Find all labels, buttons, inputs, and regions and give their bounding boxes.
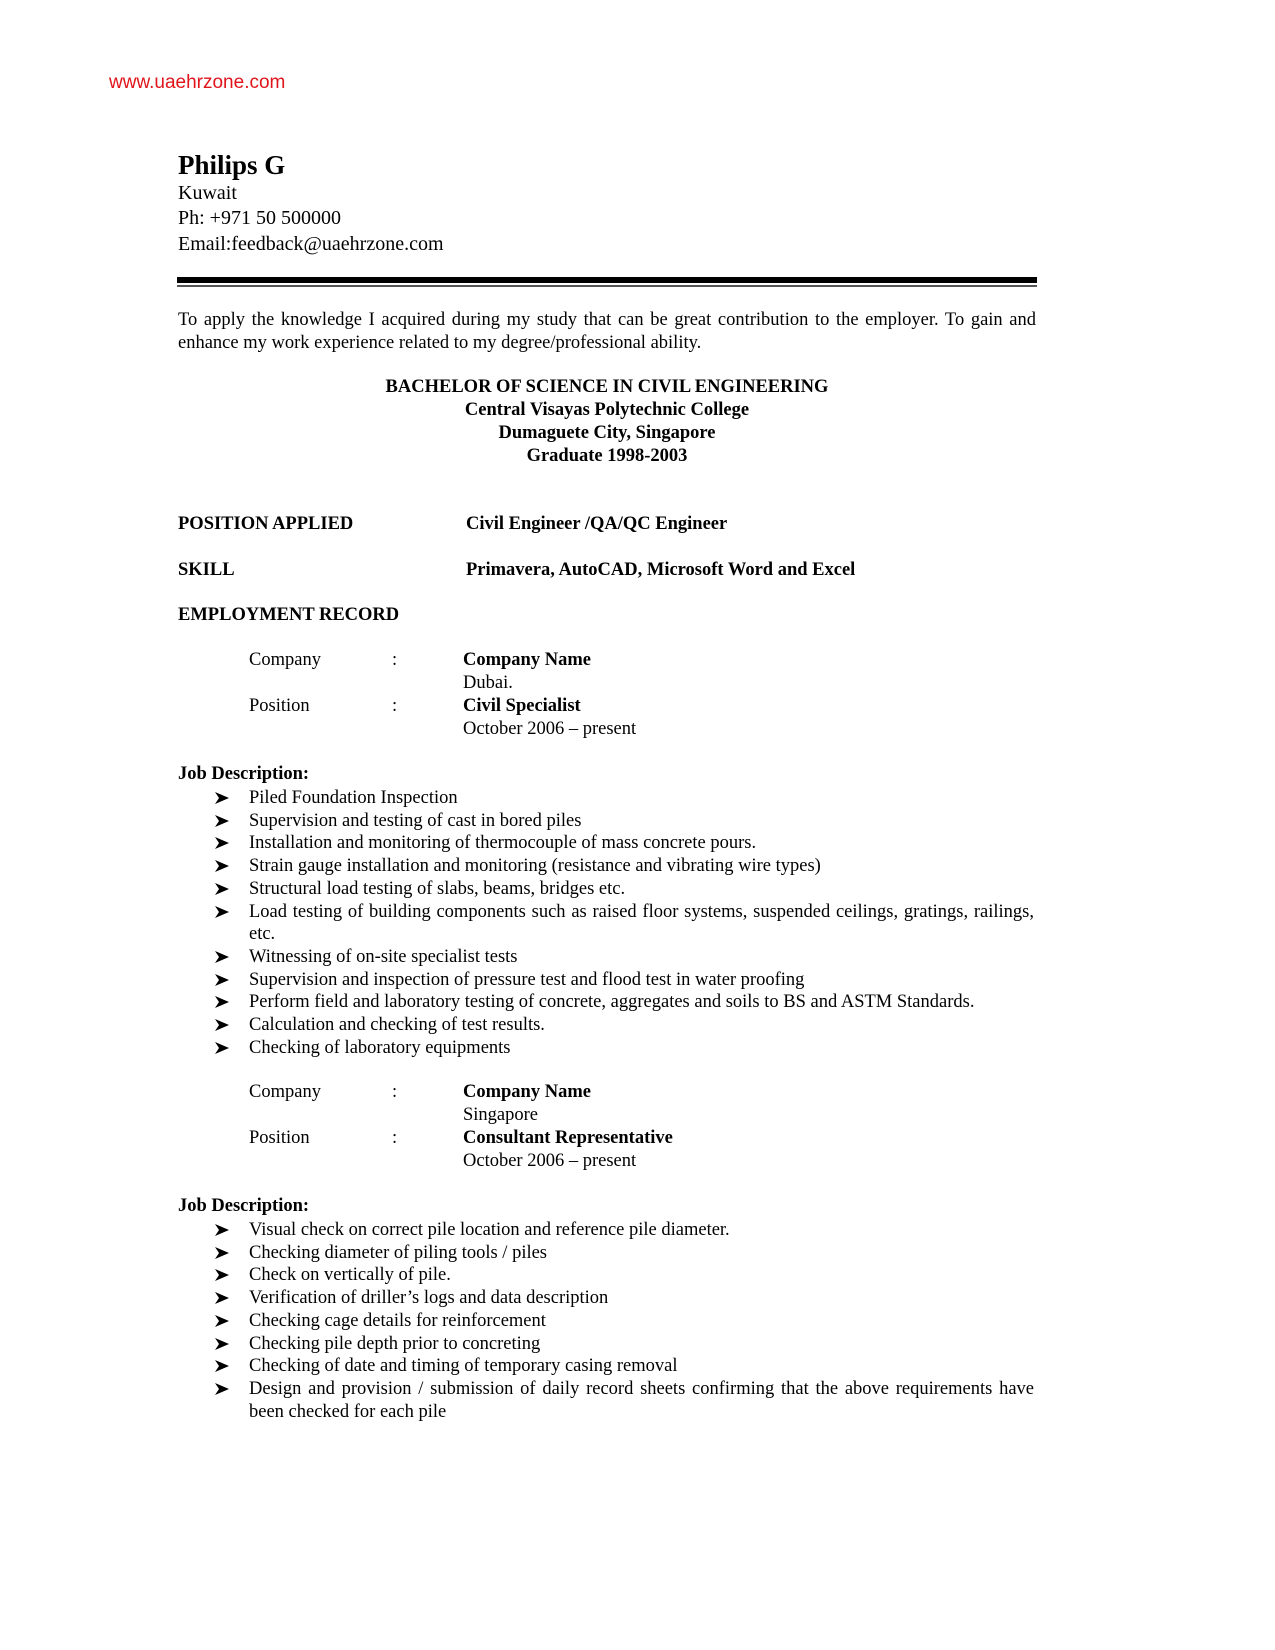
list-item: Visual check on correct pile location and reference pile diameter.: [0, 1219, 1034, 1242]
arrowhead-bullet-icon: [214, 1378, 230, 1400]
list-item: Checking cage details for reinforcement: [0, 1310, 1034, 1333]
list-item: Witnessing of on-site specialist tests: [0, 946, 1034, 969]
employment-dates: October 2006 – present: [463, 1151, 637, 1171]
list-item: Calculation and checking of test results.: [0, 1014, 1034, 1037]
candidate-location: Kuwait: [178, 182, 237, 204]
company-label: Company: [249, 1082, 321, 1102]
position-colon: :: [392, 1128, 398, 1148]
candidate-phone: Ph: +971 50 500000: [178, 207, 341, 229]
position-colon: :: [392, 696, 398, 716]
list-item: Strain gauge installation and monitoring (resistance and vibrating wire types): [0, 855, 1034, 878]
arrowhead-bullet-icon: [214, 832, 230, 854]
header-divider-thin: [177, 285, 1037, 287]
list-item: Check on vertically of pile.: [0, 1264, 1034, 1287]
list-item: Verification of driller’s logs and data description: [0, 1287, 1034, 1310]
company-location: Dubai.: [463, 673, 513, 693]
list-item: Structural load testing of slabs, beams, bridges etc.: [0, 878, 1034, 901]
position-label: Position: [249, 696, 310, 716]
education-degree: BACHELOR OF SCIENCE IN CIVIL ENGINEERING: [385, 377, 829, 397]
company-name: Company Name: [463, 1082, 591, 1102]
arrowhead-bullet-icon: [214, 901, 230, 923]
arrowhead-bullet-icon: [214, 1219, 230, 1241]
job-description-heading: Job Description:: [178, 764, 310, 784]
list-item: Checking diameter of piling tools / piles: [0, 1242, 1034, 1265]
company-label: Company: [249, 650, 321, 670]
list-item: Checking of laboratory equipments: [0, 1037, 1034, 1060]
position-title: Consultant Representative: [463, 1128, 673, 1148]
arrowhead-bullet-icon: [214, 1264, 230, 1286]
list-item: Perform field and laboratory testing of concrete, aggregates and soils to BS and ASTM Standards.: [0, 991, 1034, 1014]
employment-record-heading: EMPLOYMENT RECORD: [178, 605, 400, 625]
duties-list: [0, 1219, 1034, 1423]
position-applied-value: Civil Engineer /QA/QC Engineer: [466, 514, 728, 534]
arrowhead-bullet-icon: [214, 969, 230, 991]
arrowhead-bullet-icon: [214, 946, 230, 968]
education-college: Central Visayas Polytechnic College: [464, 400, 750, 420]
arrowhead-bullet-icon: [214, 787, 230, 809]
skill-value: Primavera, AutoCAD, Microsoft Word and Excel: [466, 560, 856, 580]
arrowhead-bullet-icon: [214, 1355, 230, 1377]
company-name: Company Name: [463, 650, 591, 670]
arrowhead-bullet-icon: [214, 1310, 230, 1332]
list-item: Design and provision / submission of daily record sheets confirming that the above requirements have been checked for each pile: [0, 1378, 1034, 1423]
objective-paragraph: To apply the knowledge I acquired during my study that can be great contribution to the employer. To gain and enhance my work experience related to my degree/professional ability.: [178, 310, 1036, 353]
list-item: Load testing of building components such as raised floor systems, suspended ceilings, gratings, railings, etc.: [0, 901, 1034, 946]
job-description-heading: Job Description:: [178, 1196, 310, 1216]
arrowhead-bullet-icon: [214, 1037, 230, 1059]
website-link[interactable]: www.uaehrzone.com: [109, 72, 286, 93]
arrowhead-bullet-icon: [214, 855, 230, 877]
list-item: Checking of date and timing of temporary casing removal: [0, 1355, 1034, 1378]
arrowhead-bullet-icon: [214, 1287, 230, 1309]
arrowhead-bullet-icon: [214, 991, 230, 1013]
list-item: Installation and monitoring of thermocouple of mass concrete pours.: [0, 832, 1034, 855]
education-graduation: Graduate 1998-2003: [526, 446, 688, 466]
candidate-email: Email:feedback@uaehrzone.com: [178, 233, 444, 255]
arrowhead-bullet-icon: [214, 1014, 230, 1036]
company-colon: :: [392, 650, 398, 670]
list-item: Piled Foundation Inspection: [0, 787, 1034, 810]
company-location: Singapore: [463, 1105, 539, 1125]
list-item: Checking pile depth prior to concreting: [0, 1333, 1034, 1356]
company-colon: :: [392, 1082, 398, 1102]
education-location: Dumaguete City, Singapore: [498, 423, 716, 443]
header-divider-thick: [177, 277, 1037, 283]
list-item: Supervision and testing of cast in bored piles: [0, 810, 1034, 833]
arrowhead-bullet-icon: [214, 1242, 230, 1264]
arrowhead-bullet-icon: [214, 1333, 230, 1355]
arrowhead-bullet-icon: [214, 810, 230, 832]
list-item: Supervision and inspection of pressure test and flood test in water proofing: [0, 969, 1034, 992]
arrowhead-bullet-icon: [214, 878, 230, 900]
candidate-name: Philips G: [178, 150, 286, 180]
duties-list: [0, 787, 1034, 1059]
employment-dates: October 2006 – present: [463, 719, 637, 739]
position-applied-label: POSITION APPLIED: [178, 514, 354, 534]
skill-label: SKILL: [178, 560, 235, 580]
position-title: Civil Specialist: [463, 696, 581, 716]
position-label: Position: [249, 1128, 310, 1148]
